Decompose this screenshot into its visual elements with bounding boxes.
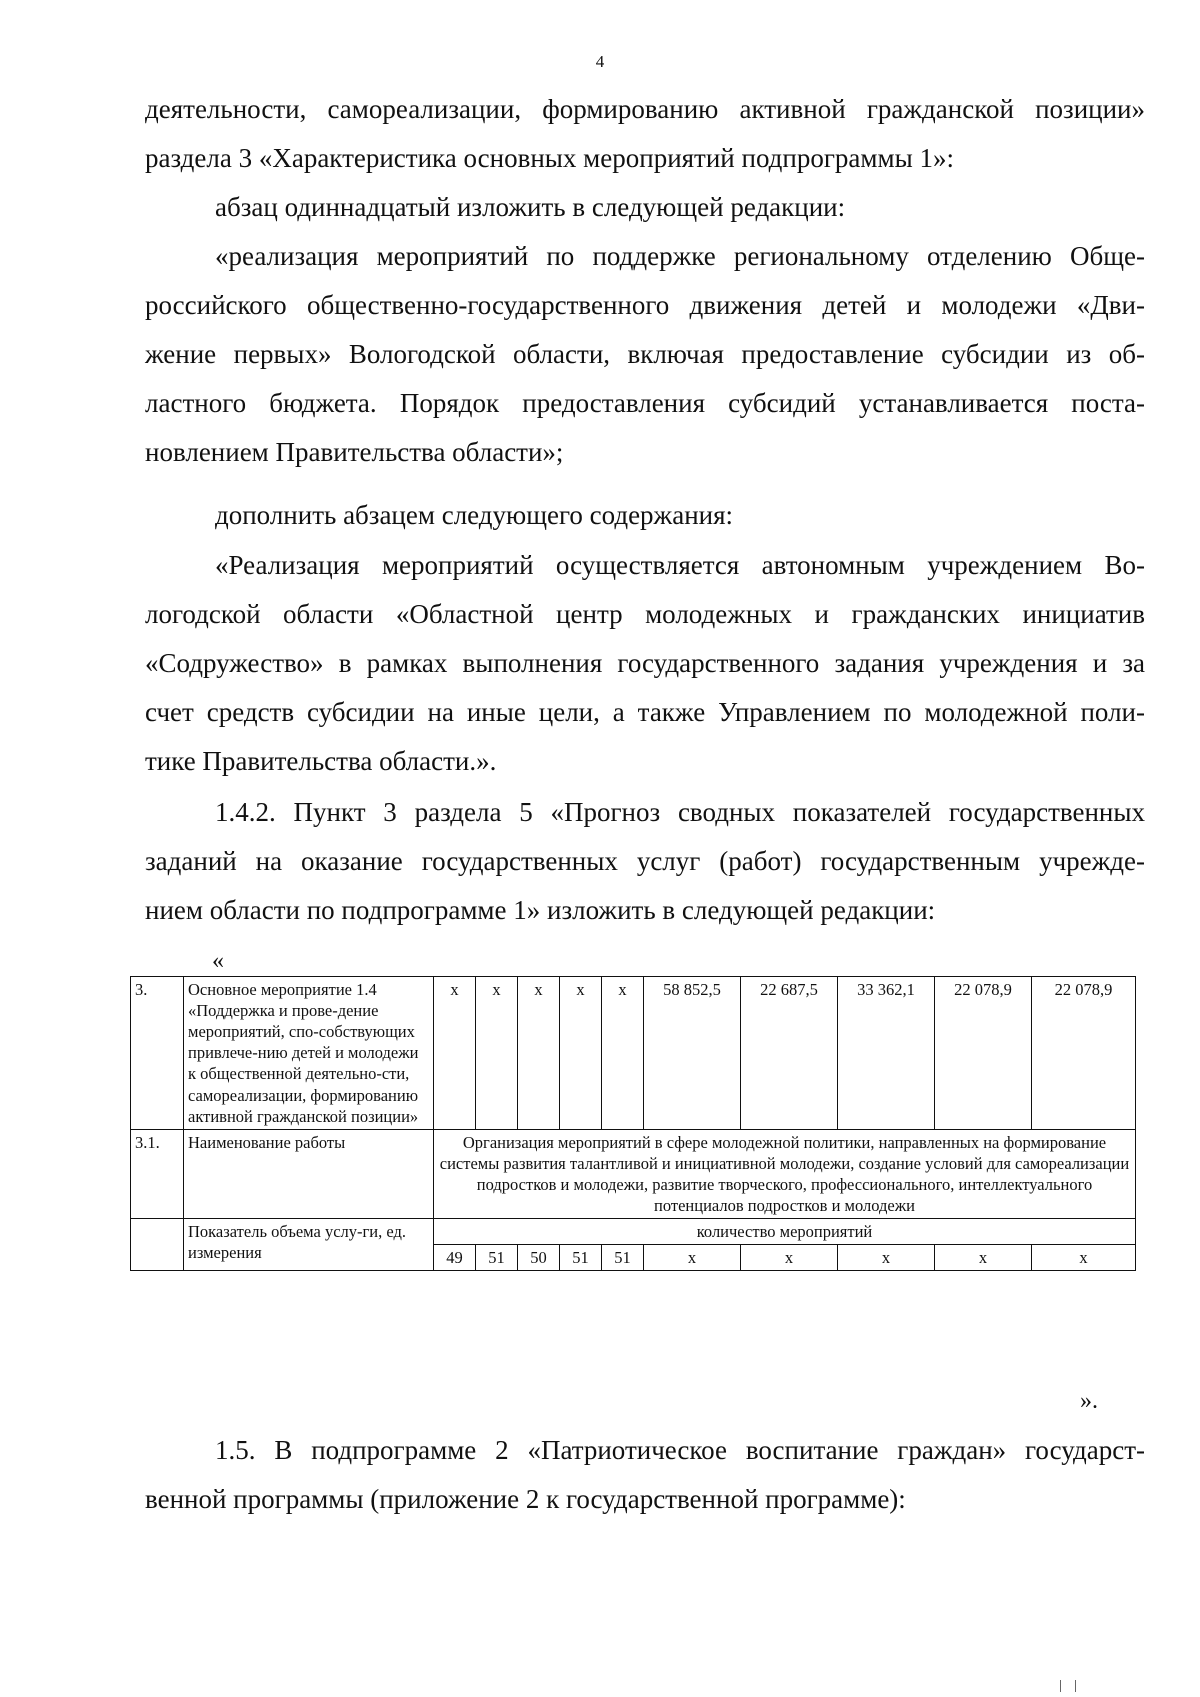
text-line: «реализация мероприятий по поддержке региональному отделению Обще- <box>215 241 1145 271</box>
table-cell: 22 687,5 <box>741 977 838 1130</box>
table-cell: х <box>838 1245 935 1271</box>
text-line: «Реализация мероприятий осуществляется автономным учреждением Во- <box>215 550 1145 580</box>
table-cell: х <box>644 1245 741 1271</box>
paragraph-abzac <box>145 183 1145 232</box>
work-name-text: Организация мероприятий в сфере молодежной политики, направленных на формирование системы развития талантливой и инициативной молодежи, создание условий для самореализации подростков и молодежи, развитие творческого, профессионального, интеллектуального потенциалов подростков и молодежи <box>434 1129 1136 1218</box>
paragraph-intro <box>145 85 1145 183</box>
row-number <box>131 1219 184 1271</box>
table-cell: х <box>741 1245 838 1271</box>
event-name-cell: Основное мероприятие 1.4 «Поддержка и прове-дение мероприятий, спо-собствующих привлече-нию детей и молодежи к общественной деятельно-сти, самореализации, формированию активной гражданской позиции» <box>184 977 434 1130</box>
paragraph-dopolnit <box>145 491 1145 540</box>
unit-cell: количество мероприятий <box>434 1219 1136 1245</box>
row-number: 3. <box>131 977 184 1130</box>
table-cell: х <box>935 1245 1032 1271</box>
table-row <box>131 977 1136 1130</box>
text-line: венной программы (приложение 2 к государственной программе): <box>145 1484 906 1514</box>
table-cell: 51 <box>476 1245 518 1271</box>
text-line: «Содружество» в рамках выполнения государственного задания учреждения и за <box>145 648 1145 678</box>
text-line: дополнить абзацем следующего содержания: <box>215 500 734 530</box>
text-line: счет средств субсидии на иные цели, а также Управлением по молодежной поли- <box>145 697 1145 727</box>
text-line: деятельности, самореализации, формированию активной гражданской позиции» <box>145 94 1145 124</box>
paragraph-1-4-2 <box>145 788 1145 935</box>
table-row <box>131 1219 1136 1245</box>
table-cell: 58 852,5 <box>644 977 741 1130</box>
row-number: 3.1. <box>131 1129 184 1218</box>
table-cell: 49 <box>434 1245 476 1271</box>
page-number: 4 <box>595 52 605 71</box>
table-cell: х <box>518 977 560 1130</box>
text-line: тике Правительства области.». <box>145 746 497 776</box>
text-line: российского общественно-государственного движения детей и молодежи «Дви- <box>145 290 1145 320</box>
close-quote: ». <box>1080 1388 1098 1414</box>
indicator-label: Показатель объема услу-ги, ед. измерения <box>184 1219 434 1271</box>
text-line: 1.4.2. Пункт 3 раздела 5 «Прогноз сводных показателей государственных <box>215 797 1145 827</box>
table-cell: 33 362,1 <box>838 977 935 1130</box>
text-line: нием области по подпрограмме 1» изложить в следующей редакции: <box>145 895 936 925</box>
text-line: ластного бюджета. Порядок предоставления субсидий устанавливается поста- <box>145 388 1145 418</box>
table-cell: х <box>560 977 602 1130</box>
table-cell: 51 <box>560 1245 602 1271</box>
table-cell: х <box>1032 1245 1136 1271</box>
text-line: жение первых» Вологодской области, включая предоставление субсидии из об- <box>145 339 1145 369</box>
text-line: 1.5. В подпрограмме 2 «Патриотическое воспитание граждан» государст- <box>215 1435 1145 1465</box>
work-name-label: Наименование работы <box>184 1129 434 1218</box>
table-cell: х <box>602 977 644 1130</box>
open-quote: « <box>212 948 224 974</box>
text-line: логодской области «Областной центр молодежных и гражданских инициатив <box>145 599 1145 629</box>
table-cell: 50 <box>518 1245 560 1271</box>
text-line: новлением Правительства области»; <box>145 437 564 467</box>
table-row <box>131 1129 1136 1218</box>
text-line: абзац одиннадцатый изложить в следующей редакции: <box>215 192 846 222</box>
table-cell: х <box>434 977 476 1130</box>
table-cell: 51 <box>602 1245 644 1271</box>
table-cell: 22 078,9 <box>1032 977 1136 1130</box>
table-cell: х <box>476 977 518 1130</box>
quote-paragraph-2 <box>145 541 1145 786</box>
scan-mark <box>1060 1680 1076 1692</box>
indicators-table <box>130 976 1136 1271</box>
text-line: заданий на оказание государственных услуг (работ) государственным учрежде- <box>145 846 1145 876</box>
text-line: раздела 3 «Характеристика основных мероприятий подпрограммы 1»: <box>145 143 954 173</box>
paragraph-1-5 <box>145 1426 1145 1524</box>
quote-paragraph-1 <box>145 232 1145 477</box>
table-cell: 22 078,9 <box>935 977 1032 1130</box>
